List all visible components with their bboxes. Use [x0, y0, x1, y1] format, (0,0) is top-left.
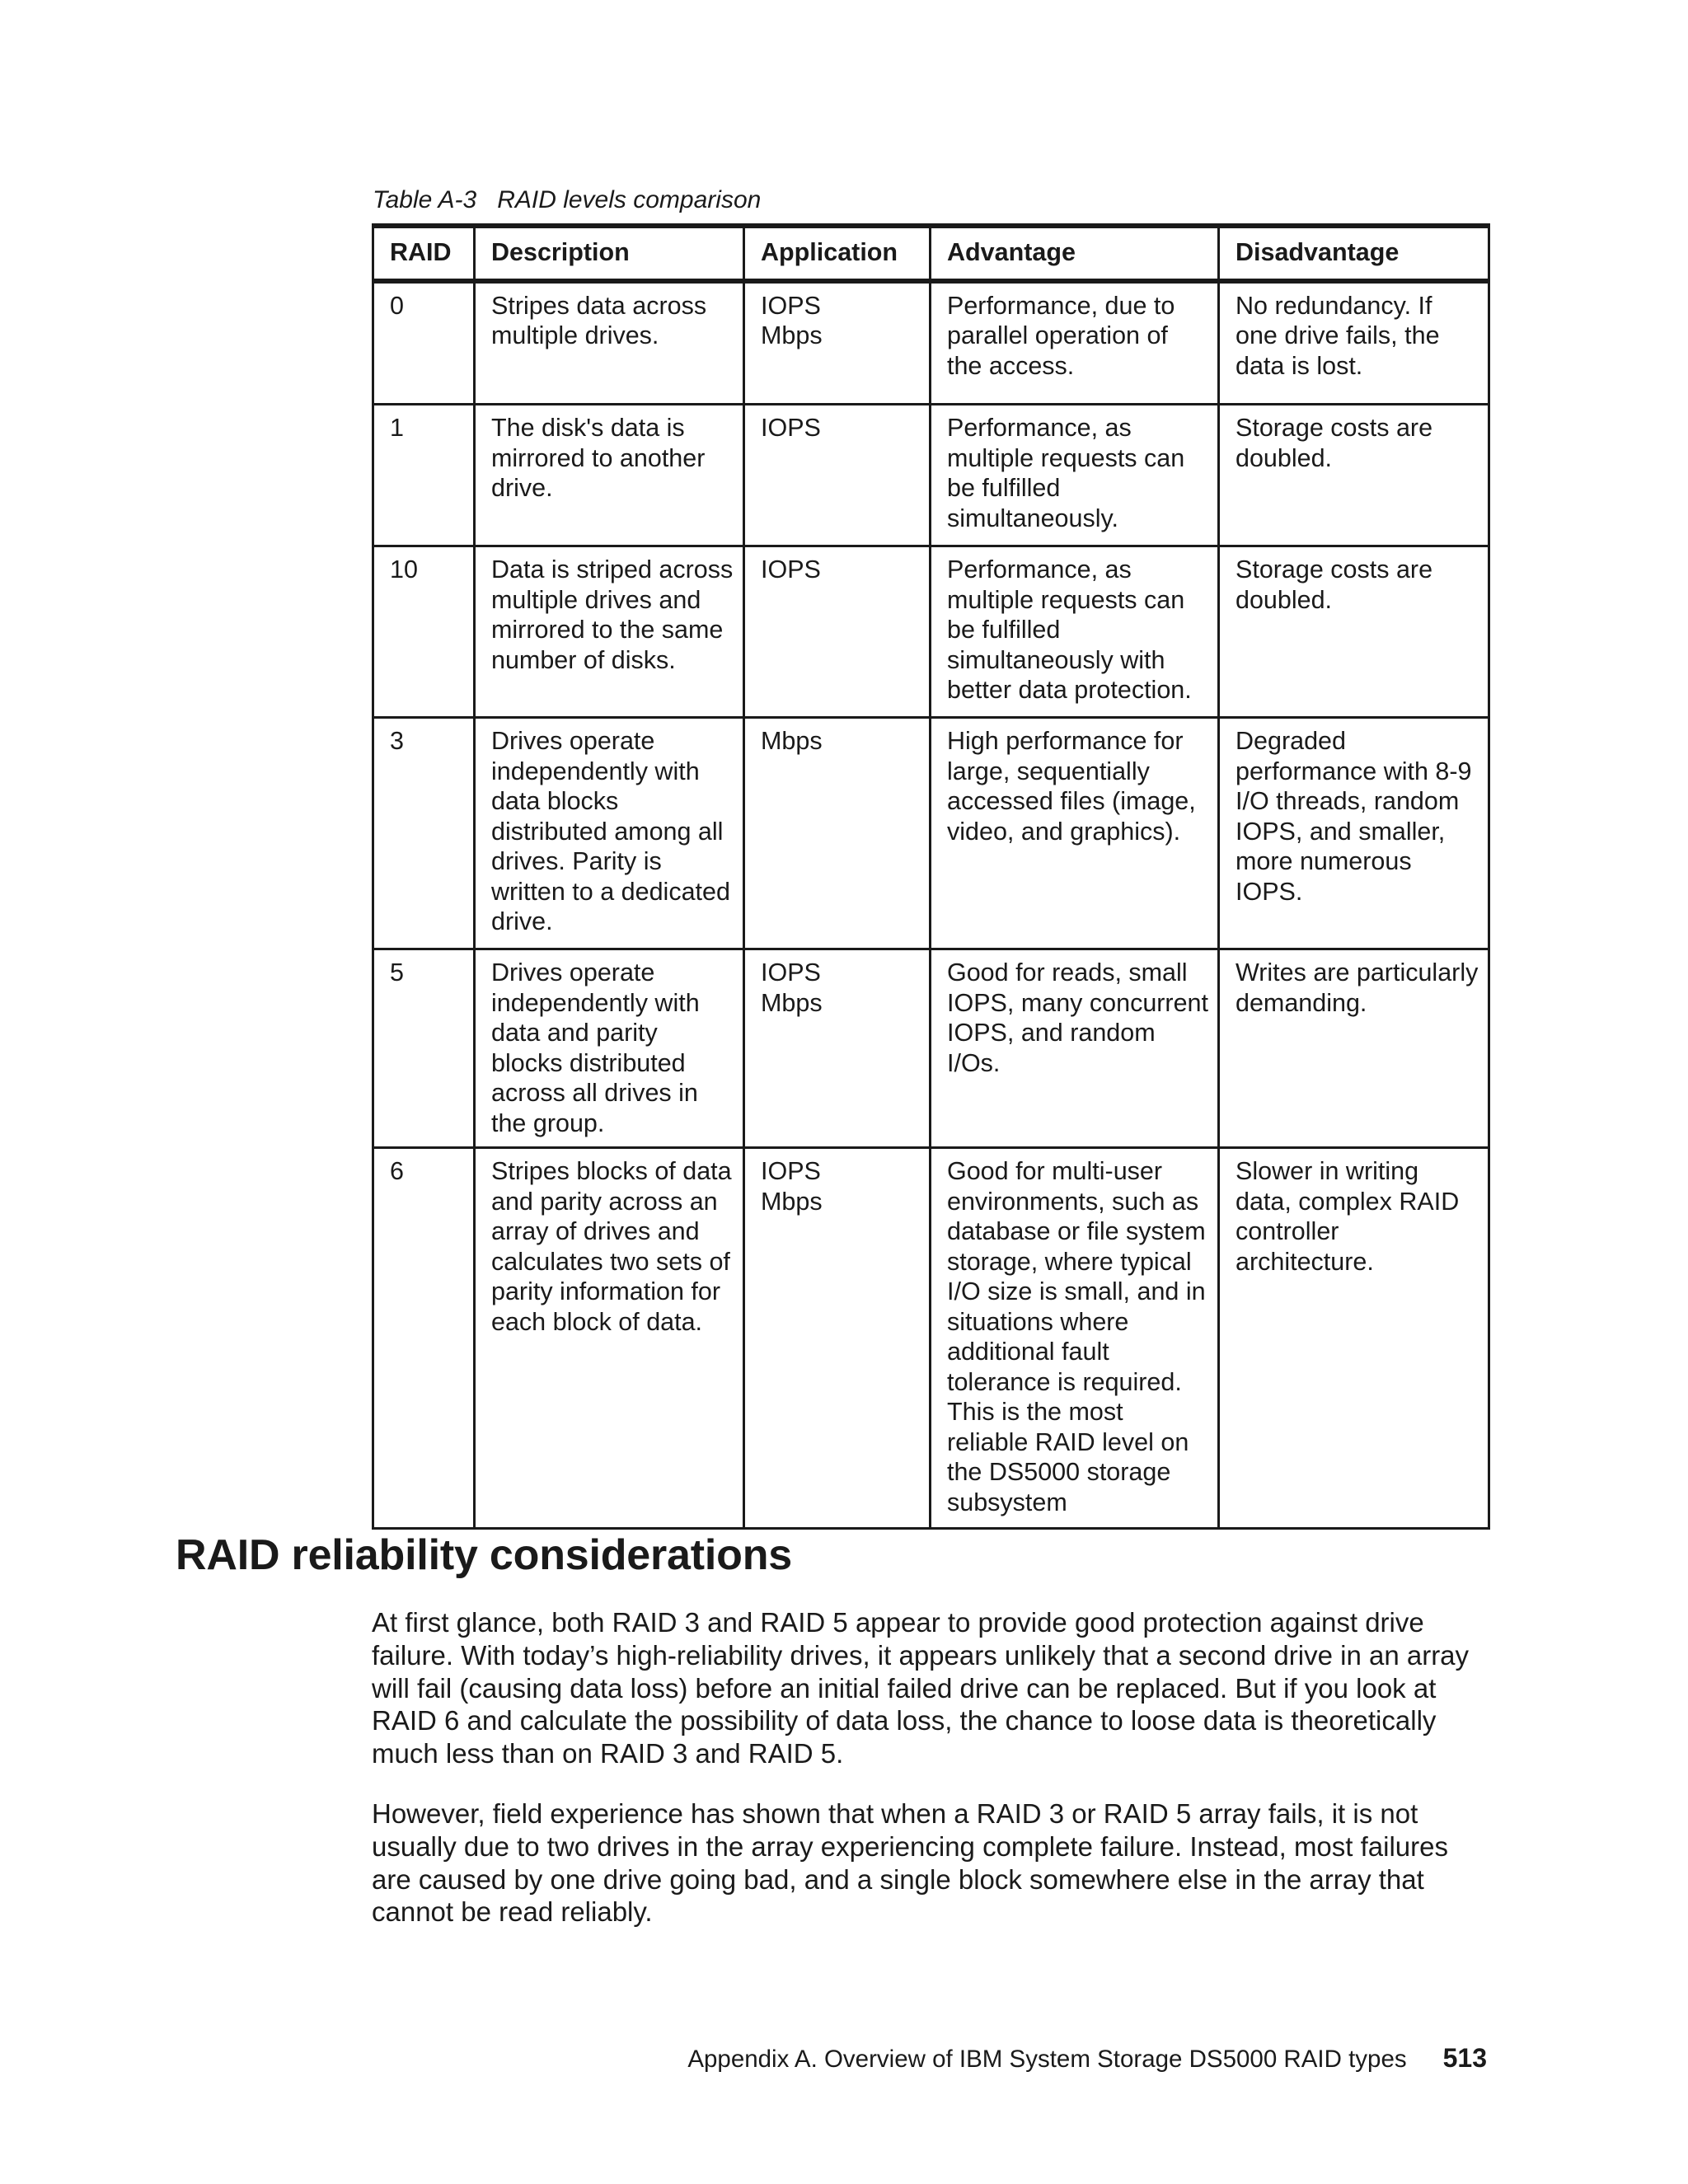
header-description: Description	[475, 226, 744, 281]
application-item: IOPS	[761, 555, 821, 583]
cell-advantage: High performance for large, sequentially accessed files (image, video, and graphics).	[931, 718, 1219, 949]
table-header-row	[373, 226, 1489, 281]
application-item: Mbps	[761, 727, 823, 755]
cell-raid: 3	[373, 718, 475, 949]
page-footer	[687, 2043, 1487, 2074]
application-item: IOPS	[761, 958, 821, 987]
cell-description: Drives operate independently with data and parity blocks distributed across all drives in the group.	[475, 949, 744, 1148]
cell-raid: 1	[373, 405, 475, 546]
table-row	[373, 949, 1489, 1148]
cell-disadvantage: Storage costs are doubled.	[1219, 405, 1489, 546]
section-heading: RAID reliability considerations	[176, 1531, 792, 1579]
application-item: Mbps	[761, 321, 823, 349]
cell-advantage: Good for multi-user environments, such as database or file system storage, where typical I/O size is small, and in situations where additional fault tolerance is required. This is the most reliable RAID level on the DS5000 storage subsystem	[931, 1148, 1219, 1529]
cell-disadvantage: Slower in writing data, complex RAID controller architecture.	[1219, 1148, 1489, 1529]
table-row	[373, 718, 1489, 949]
header-advantage: Advantage	[931, 226, 1219, 281]
cell-raid: 0	[373, 281, 475, 405]
header-disadvantage: Disadvantage	[1219, 226, 1489, 281]
cell-advantage: Performance, as multiple requests can be fulfilled simultaneously.	[931, 405, 1219, 546]
cell-application	[744, 718, 931, 949]
application-item: Mbps	[761, 988, 823, 1017]
application-item: IOPS	[761, 1157, 821, 1185]
header-raid: RAID	[373, 226, 475, 281]
raid-levels-table	[372, 223, 1490, 1530]
header-application: Application	[744, 226, 931, 281]
page-number: 513	[1442, 2043, 1487, 2073]
cell-application	[744, 405, 931, 546]
cell-advantage: Good for reads, small IOPS, many concurrent IOPS, and random I/Os.	[931, 949, 1219, 1148]
application-item: IOPS	[761, 414, 821, 442]
cell-advantage: Performance, as multiple requests can be fulfilled simultaneously with better data protection.	[931, 546, 1219, 718]
cell-raid: 10	[373, 546, 475, 718]
cell-description: Stripes blocks of data and parity across an array of drives and calculates two sets of parity information for each block of data.	[475, 1148, 744, 1529]
footer-chapter-title: Appendix A. Overview of IBM System Storage DS5000 RAID types	[687, 2046, 1407, 2073]
cell-raid: 5	[373, 949, 475, 1148]
table-caption: Table A-3 RAID levels comparison	[373, 186, 762, 213]
body-paragraph: However, field experience has shown that when a RAID 3 or RAID 5 array fails, it is not usually due to two drives in the array experiencing complete failure. Instead, most failures are caused by one drive going bad, and a single block somewhere else in the array that cannot be read reliably.	[372, 1798, 1448, 1928]
table-row	[373, 1148, 1489, 1529]
table-row	[373, 405, 1489, 546]
body-paragraph: At first glance, both RAID 3 and RAID 5 appear to provide good protection against drive failure. With today’s high-reliability drives, it appears unlikely that a second drive in an array will fail (causing data loss) before an initial failed drive can be replaced. But if you look at RAID 6 and calculate the possibility of data loss, the chance to loose data is theoretically much less than on RAID 3 and RAID 5.	[372, 1607, 1470, 1769]
cell-application	[744, 949, 931, 1148]
application-item: Mbps	[761, 1187, 823, 1216]
cell-raid: 6	[373, 1148, 475, 1529]
cell-description: Data is striped across multiple drives and mirrored to the same number of disks.	[475, 546, 744, 718]
application-item: IOPS	[761, 291, 821, 320]
cell-application	[744, 1148, 931, 1529]
cell-disadvantage: No redundancy. If one drive fails, the data is lost.	[1219, 281, 1489, 405]
cell-disadvantage: Writes are particularly demanding.	[1219, 949, 1489, 1148]
cell-advantage: Performance, due to parallel operation of the access.	[931, 281, 1219, 405]
cell-description: Stripes data across multiple drives.	[475, 281, 744, 405]
cell-disadvantage: Storage costs are doubled.	[1219, 546, 1489, 718]
table-row	[373, 546, 1489, 718]
cell-description: Drives operate independently with data blocks distributed among all drives. Parity is written to a dedicated drive.	[475, 718, 744, 949]
cell-disadvantage: Degraded performance with 8-9 I/O threads, random IOPS, and smaller, more numerous IOPS.	[1219, 718, 1489, 949]
cell-application	[744, 546, 931, 718]
cell-description: The disk's data is mirrored to another drive.	[475, 405, 744, 546]
table-row	[373, 281, 1489, 405]
cell-application	[744, 281, 931, 405]
